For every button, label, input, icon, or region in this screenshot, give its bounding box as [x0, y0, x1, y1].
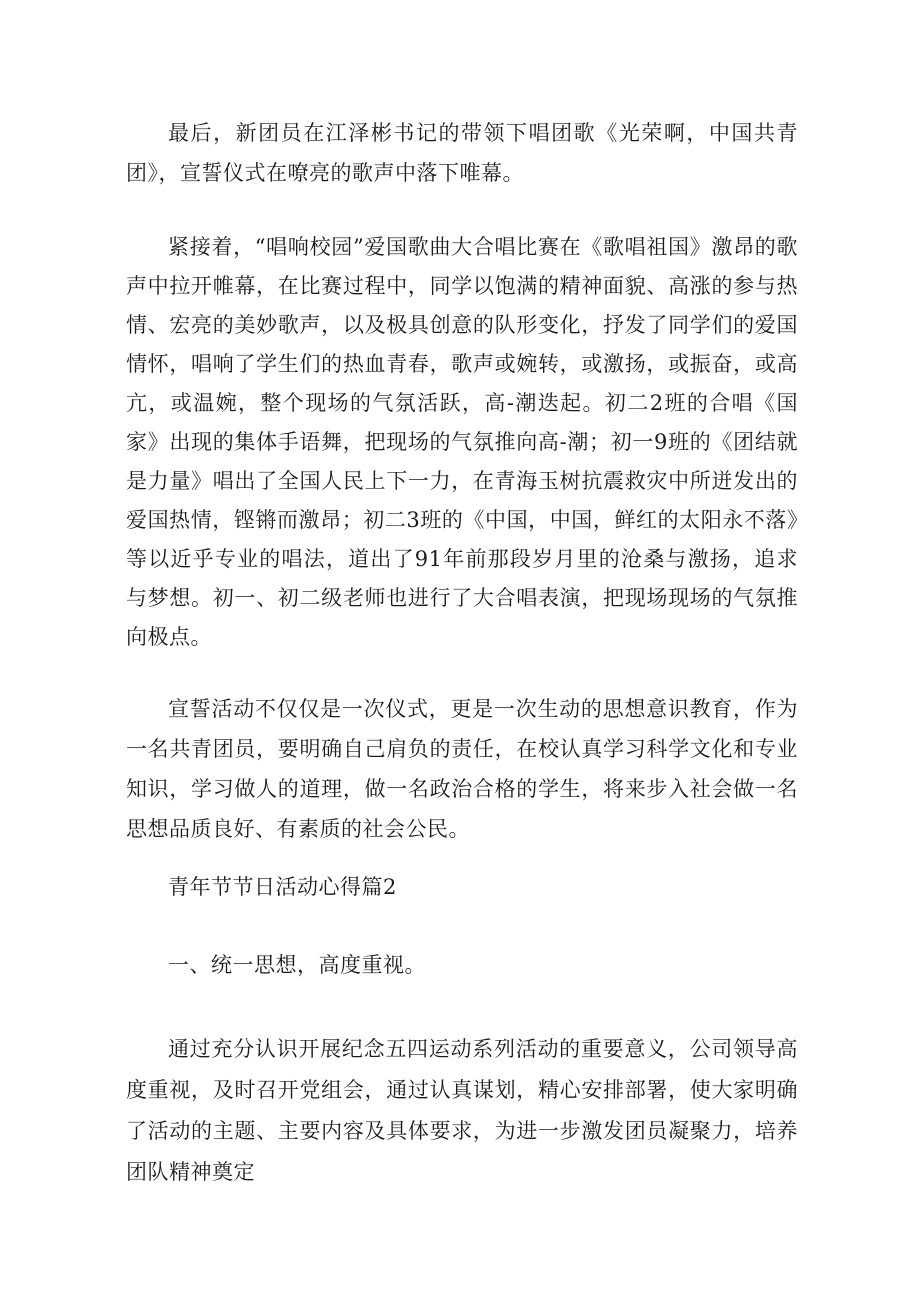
paragraph-closing-ceremony: 最后，新团员在江泽彬书记的带领下唱团歌《光荣啊，中国共青团》，宣誓仪式在嘹亮的歌声中落下唯幕。	[126, 121, 798, 185]
paragraph-may-fourth: 通过充分认识开展纪念五四运动系列活动的重要意义，公司领导高度重视，及时召开党组会，通过认真谋划，精心安排部署，使大家明确了活动的主题、主要内容及具体要求，为进一步激发团员凝聚力，培养团队精神奠定	[126, 1037, 798, 1184]
section-title: 青年节节日活动心得篇2	[168, 875, 397, 899]
subsection-title: 一、统一思想，高度重视。	[168, 953, 426, 977]
paragraph-oath-education: 宣誓活动不仅仅是一次仪式，更是一次生动的思想意识教育，作为一名共青团员，要明确自己肩负的责任，在校认真学习科学文化和专业知识，学习做人的道理，做一名政治合格的学生，将来步入社会做一名思想品质良好、有素质的社会公民。	[126, 697, 798, 841]
paragraph-singing-contest: 紧接着，“唱响校园”爱国歌曲大合唱比赛在《歌唱祖国》激昂的歌声中拉开帷幕，在比赛过程中，同学以饱满的精神面貌、高涨的参与热情、宏亮的美妙歌声，以及极具创意的队形变化，抒发了同学们的爱国情怀，唱响了学生们的热血青春，歌声或婉转，或激扬，或振奋，或高亢，或温婉，整个现场的气氛活跃，高-潮迭起。初二2班的合唱《国家》出现的集体手语舞，把现场的气氛推向高-潮；初一9班的《团结就是力量》唱出了全国人民上下一力，在青海玉树抗震救灾中所迸发出的爱国热情，铿锵而激昂；初二3班的《中国，中国，鲜红的太阳永不落》等以近乎专业的唱法，道出了91年前那段岁月里的沧桑与激扬，追求与梦想。初一、初二级老师也进行了大合唱表演，把现场现场的气氛推向极点。	[126, 235, 798, 649]
